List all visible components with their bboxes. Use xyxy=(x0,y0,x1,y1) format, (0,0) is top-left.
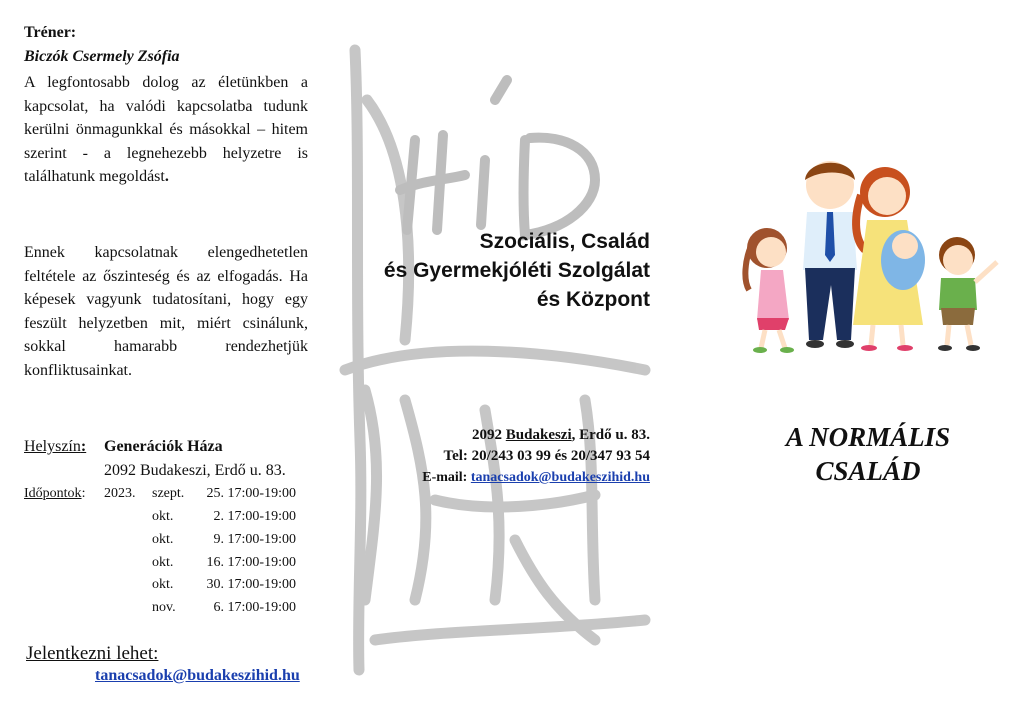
times-label-colon: : xyxy=(81,486,86,501)
date-row xyxy=(0,486,320,508)
contact-email-link[interactable]: tanacsadok@budakeszihid.hu xyxy=(470,470,650,485)
intro-paragraph xyxy=(24,71,308,189)
date-daytime: 16. 17:00-19:00 xyxy=(206,555,296,570)
signup-email-link[interactable]: tanacsadok@budakeszihid.hu xyxy=(95,667,300,684)
date-daytime: 25. 17:00-19:00 xyxy=(206,486,296,501)
organization-line: és Központ xyxy=(536,288,650,311)
signup-label: Jelentkezni lehet: xyxy=(26,643,159,664)
brochure-title-line: CSALÁD xyxy=(815,456,921,486)
relationship-paragraph: Ennek kapcsolatnak elengedhetetlen feltétele az őszinteség és az elfogadás. Ha képesek vagyunk tudatosítani, hogy egy feszült helyzetben mit, miért csinálunk, sokkal hamarabb rendezhetjük konfliktusainkat. xyxy=(24,244,308,379)
times-year: 2023. xyxy=(104,486,136,501)
date-row xyxy=(0,532,320,554)
trainer-name: Biczók Csermely Zsófia xyxy=(24,48,180,65)
date-month: szept. xyxy=(152,486,185,501)
contact-town: Budakeszi xyxy=(505,427,572,443)
date-row xyxy=(0,509,320,531)
boy-figure-icon xyxy=(938,237,997,351)
father-figure-icon xyxy=(803,161,857,348)
girl-figure-icon xyxy=(745,228,794,353)
date-month: nov. xyxy=(152,600,176,615)
date-daytime: 9. 17:00-19:00 xyxy=(213,532,296,547)
date-month: okt. xyxy=(152,509,174,524)
trainer-label: Tréner: xyxy=(24,24,77,41)
intro-paragraph-end: . xyxy=(164,168,169,185)
date-row xyxy=(0,555,320,577)
venue-label-colon: : xyxy=(80,438,87,455)
contact-street: , Erdő u. 83. xyxy=(571,427,650,443)
family-illustration-icon xyxy=(735,150,1005,355)
venue-address: 2092 Budakeszi, Erdő u. 83. xyxy=(104,462,286,479)
times-label-text: Időpontok xyxy=(24,486,82,501)
date-month: okt. xyxy=(152,555,174,570)
date-month: okt. xyxy=(152,577,174,592)
date-row xyxy=(0,600,320,622)
organization-line: Szociális, Család xyxy=(479,230,650,253)
venue-label-text: Helyszín xyxy=(24,438,81,455)
venue-name: Generációk Háza xyxy=(104,438,223,455)
hid-watermark xyxy=(345,27,665,680)
date-row xyxy=(0,577,320,599)
date-daytime: 2. 17:00-19:00 xyxy=(213,509,296,524)
organization-line: és Gyermekjóléti Szolgálat xyxy=(383,259,650,282)
contact-email-label: E-mail: xyxy=(422,470,468,485)
date-daytime: 30. 17:00-19:00 xyxy=(206,577,296,592)
contact-address xyxy=(422,425,650,446)
contact-phone: Tel: 20/243 03 99 és 20/347 93 54 xyxy=(443,448,650,464)
date-daytime: 6. 17:00-19:00 xyxy=(213,600,296,615)
brochure-title-line: A NORMÁLIS xyxy=(785,422,951,452)
brochure-title xyxy=(740,420,996,488)
venue-label xyxy=(24,438,86,456)
hid-logo-text: HÍD xyxy=(345,27,374,44)
contact-zip: 2092 xyxy=(472,427,503,443)
contact-email-row xyxy=(422,467,650,488)
date-month: okt. xyxy=(152,532,174,547)
organization-name xyxy=(384,227,650,314)
contact-block xyxy=(422,425,650,488)
baby-figure-icon xyxy=(881,230,925,290)
intro-paragraph-text: A legfontosabb dolog az életünkben a kapcsolat, ha valódi kapcsolatba tudunk kerülni önmagunkkal és másokkal – hitem szerint - a legnehezebb helyzetre is találhatunk megoldást xyxy=(24,74,308,185)
